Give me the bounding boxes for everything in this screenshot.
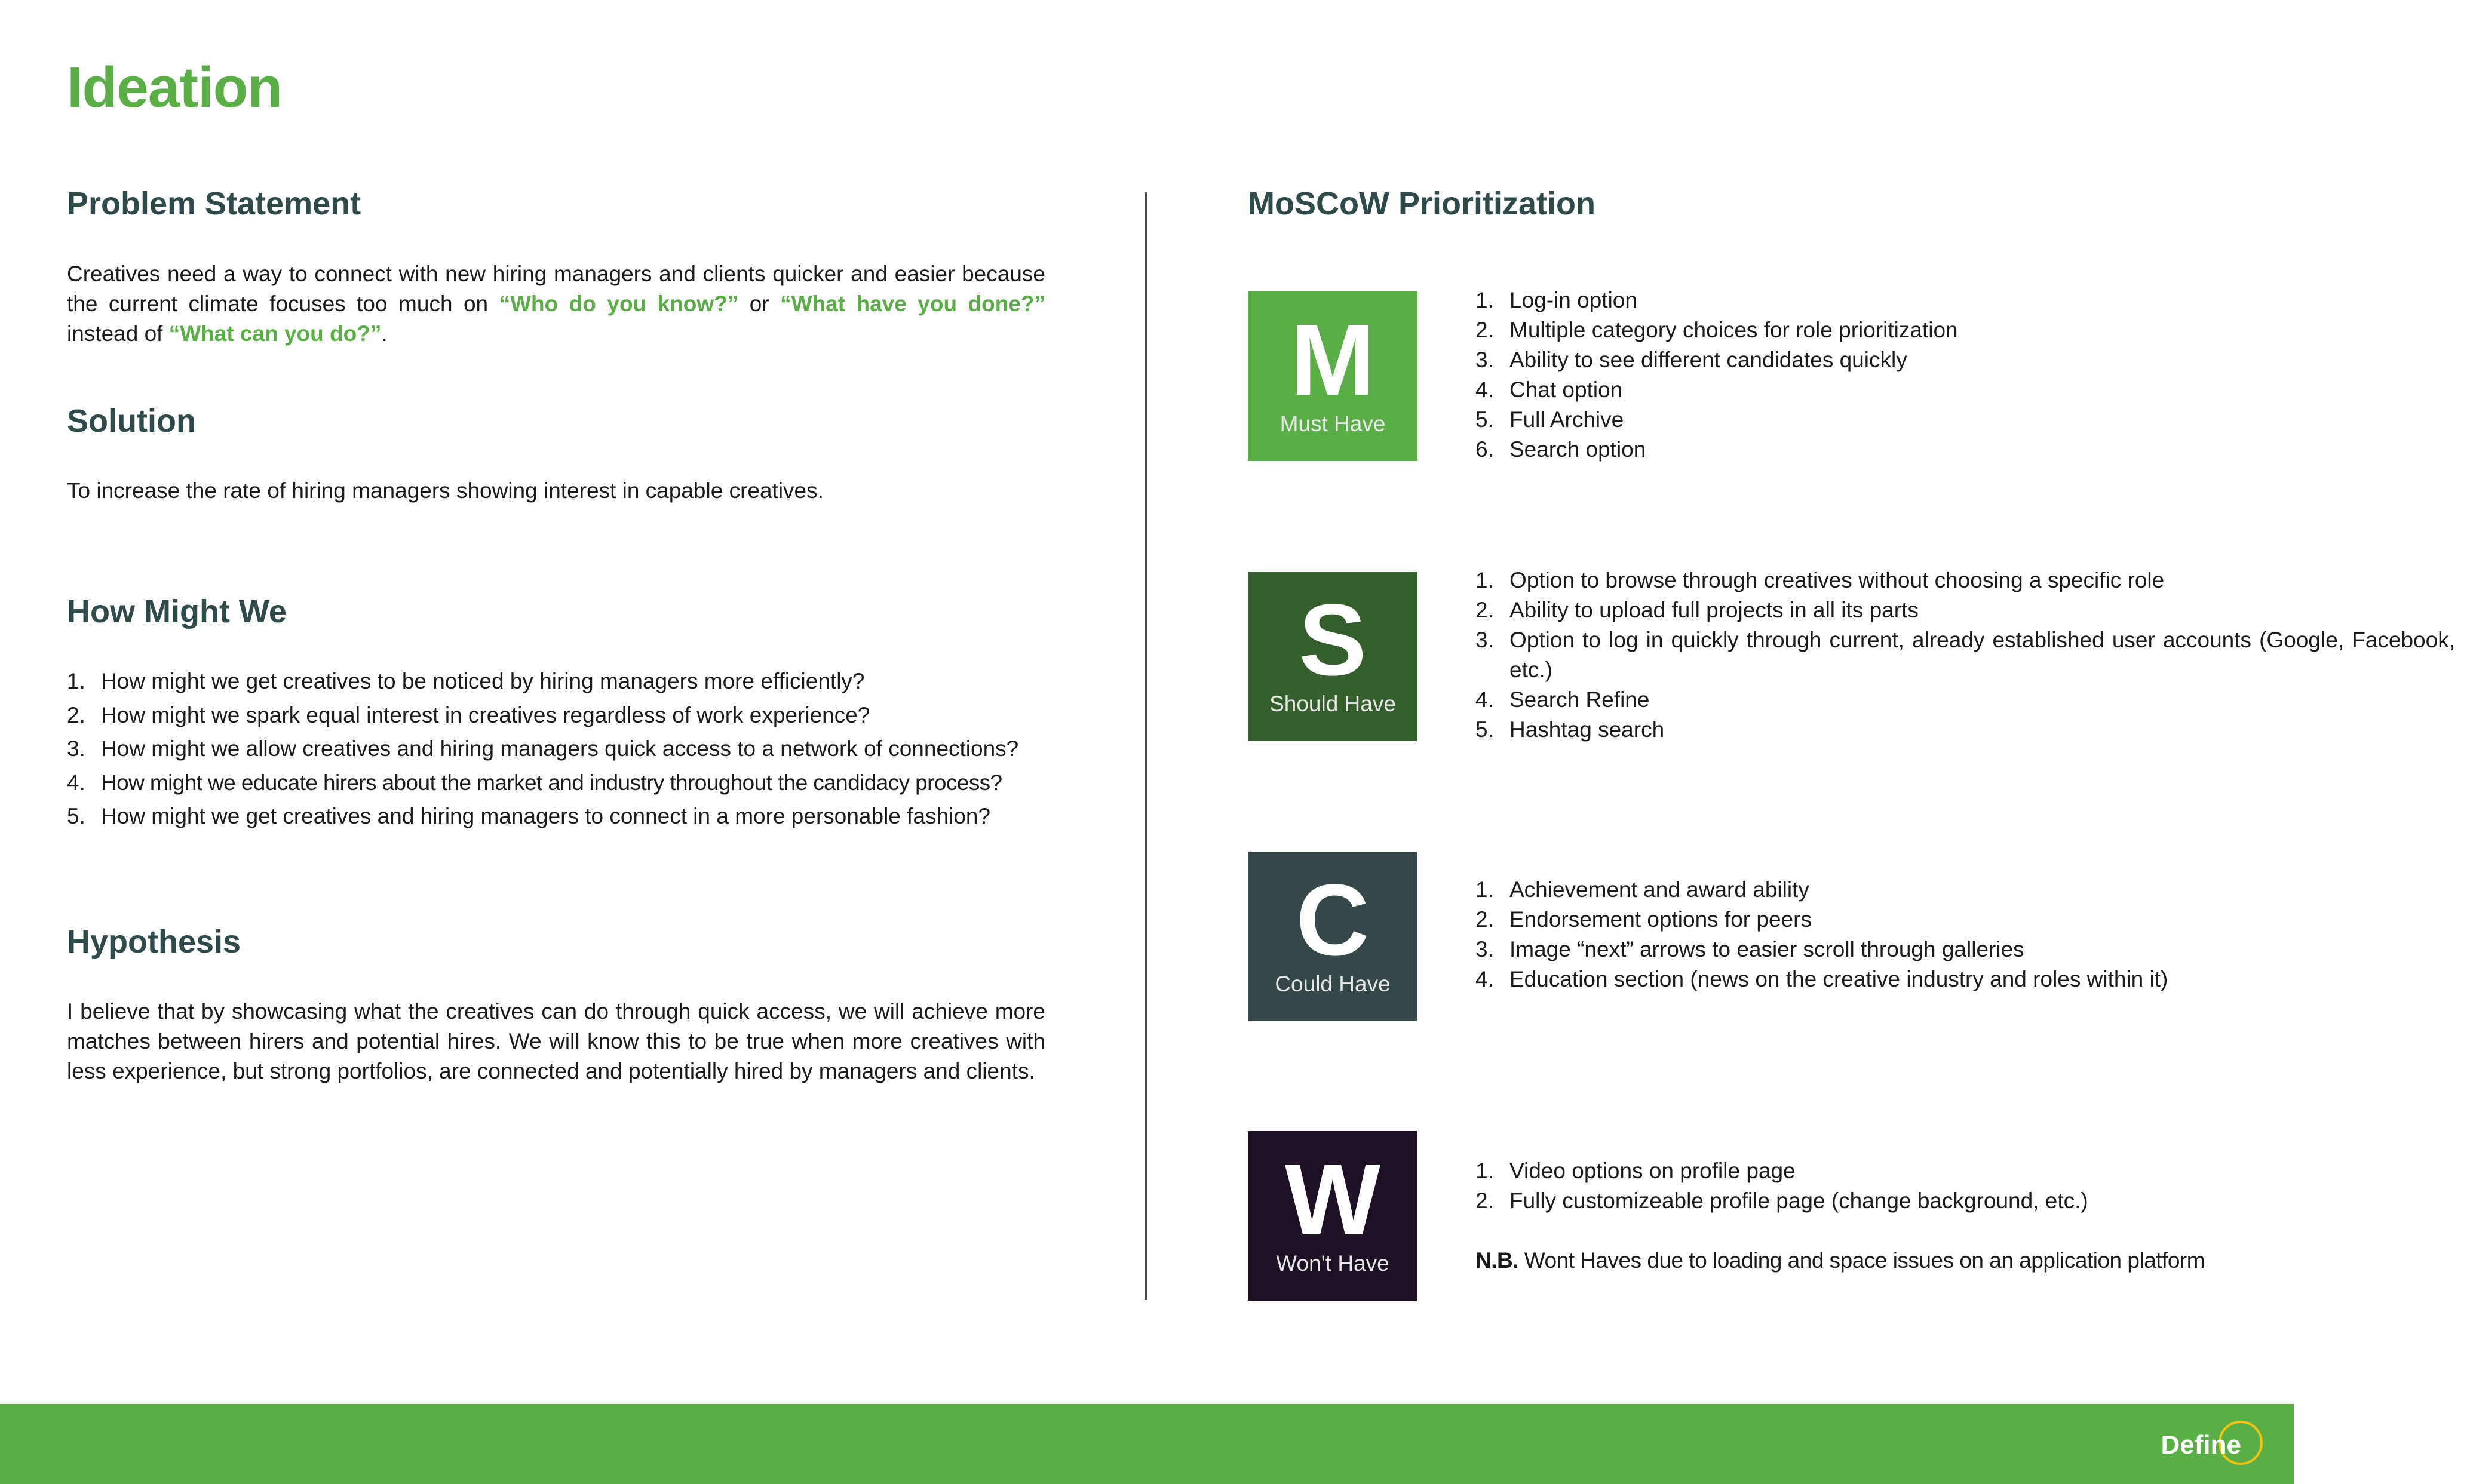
problem-text-2: or <box>738 291 781 316</box>
list-number: 2. <box>1475 318 1494 342</box>
column-divider <box>1145 192 1147 1300</box>
list-item <box>1475 375 2455 405</box>
wont-have-list <box>1475 1156 2455 1216</box>
list-text: Fully customizeable profile page (change background, etc.) <box>1509 1188 2088 1213</box>
must-have-tile <box>1248 291 1417 461</box>
list-number: 3. <box>1475 628 1494 652</box>
list-number: 4. <box>1475 967 1494 991</box>
list-text: Full Archive <box>1509 407 1624 432</box>
list-item <box>1475 435 2455 465</box>
problem-quote-what-can: “What can you do?” <box>168 321 382 346</box>
list-item <box>1475 935 2455 964</box>
hypothesis-heading: Hypothesis <box>67 924 241 960</box>
list-item <box>67 766 1053 800</box>
list-text: How might we allow creatives and hiring managers quick access to a network of connections? <box>101 736 1019 761</box>
list-item <box>1475 715 2455 745</box>
list-number: 1. <box>1475 877 1494 902</box>
should-have-tile <box>1248 572 1417 741</box>
list-number: 1. <box>1475 1159 1494 1183</box>
problem-statement-text <box>67 259 1045 349</box>
list-item <box>1475 685 2455 715</box>
list-item <box>1475 345 2455 375</box>
list-item <box>1475 566 2455 595</box>
should-have-label: Should Have <box>1269 692 1396 716</box>
list-text: Multiple category choices for role prioritization <box>1509 318 1958 342</box>
list-text: How might we get creatives and hiring managers to connect in a more personable fashion? <box>101 804 991 828</box>
solution-text: To increase the rate of hiring managers showing interest in capable creatives. <box>67 478 824 503</box>
list-number: 5. <box>1475 717 1494 742</box>
could-have-letter: C <box>1296 864 1370 977</box>
problem-text-1: Creatives need a way to connect with new hiring managers and clients quicker and easier because the current climate focuses too much on <box>67 262 1045 316</box>
wont-have-note <box>1475 1246 2467 1276</box>
moscow-heading: MoSCoW Prioritization <box>1248 186 1595 222</box>
list-number: 3. <box>67 736 85 761</box>
list-number: 1. <box>67 669 85 693</box>
list-number: 1. <box>1475 288 1494 312</box>
page-title: Ideation <box>67 56 283 119</box>
should-have-list <box>1475 566 2455 745</box>
list-item <box>1475 315 2455 345</box>
problem-quote-who: “Who do you know?” <box>499 291 739 316</box>
list-item <box>67 665 1053 699</box>
how-might-we-list <box>67 665 1053 834</box>
hypothesis-text: I believe that by showcasing what the creatives can do through quick access, we will achieve more matches between hirers and potential hires. We will know this to be true when more creatives with less experience, but strong portfolios, are connected and potentially hired by managers and clients. <box>67 999 1045 1083</box>
list-item <box>1475 905 2455 935</box>
list-item <box>1475 625 2455 685</box>
list-number: 5. <box>1475 407 1494 432</box>
list-item <box>1475 405 2455 435</box>
list-number: 6. <box>1475 437 1494 462</box>
list-text: Search option <box>1509 437 1646 462</box>
wont-have-letter: W <box>1284 1143 1381 1256</box>
list-item <box>1475 1156 2455 1186</box>
list-text: Ability to see different candidates quickly <box>1509 348 1907 372</box>
must-have-letter: M <box>1290 303 1375 417</box>
must-have-label: Must Have <box>1279 411 1386 436</box>
how-might-we-heading: How Might We <box>67 594 287 629</box>
list-number: 2. <box>1475 1188 1494 1213</box>
note-label: N.B. <box>1475 1248 1518 1273</box>
should-have-letter: S <box>1299 583 1367 697</box>
list-text: How might we educate hirers about the market and industry throughout the candidacy process? <box>101 770 1002 795</box>
list-number: 2. <box>1475 598 1494 622</box>
problem-quote-what-done: “What have you done?” <box>780 291 1045 316</box>
footer-brand-label: Define <box>2161 1430 2241 1460</box>
list-text: Search Refine <box>1509 687 1650 712</box>
could-have-label: Could Have <box>1275 972 1391 996</box>
problem-statement-heading: Problem Statement <box>67 186 361 222</box>
list-text: How might we spark equal interest in creatives regardless of work experience? <box>101 702 870 727</box>
list-text: How might we get creatives to be noticed by hiring managers more efficiently? <box>101 669 865 693</box>
list-number: 1. <box>1475 568 1494 592</box>
list-item <box>67 732 1053 766</box>
problem-text-3: instead of <box>67 321 169 346</box>
list-item <box>1475 964 2455 994</box>
must-have-list <box>1475 285 2455 465</box>
problem-text-4: . <box>381 321 388 346</box>
list-item <box>1475 595 2455 625</box>
wont-have-tile <box>1248 1131 1417 1301</box>
list-text: Option to log in quickly through current, already established user accounts (Google, Facebook, etc.) <box>1509 628 2455 682</box>
list-text: Video options on profile page <box>1509 1159 1796 1183</box>
solution-heading: Solution <box>67 403 196 439</box>
wont-have-label: Won't Have <box>1276 1251 1389 1276</box>
list-text: Endorsement options for peers <box>1509 907 1812 932</box>
list-number: 4. <box>1475 377 1494 402</box>
list-number: 3. <box>1475 348 1494 372</box>
list-text: Ability to upload full projects in all its parts <box>1509 598 1919 622</box>
list-text: Hashtag search <box>1509 717 1665 742</box>
list-item <box>67 699 1053 733</box>
list-text: Log-in option <box>1509 288 1637 312</box>
list-number: 2. <box>1475 907 1494 932</box>
list-number: 4. <box>1475 687 1494 712</box>
list-item <box>1475 875 2455 905</box>
list-number: 4. <box>67 770 85 795</box>
list-text: Option to browse through creatives without choosing a specific role <box>1509 568 2165 592</box>
list-text: Chat option <box>1509 377 1623 402</box>
list-item <box>1475 285 2455 315</box>
list-text: Achievement and award ability <box>1509 877 1809 902</box>
list-item <box>1475 1186 2455 1216</box>
footer-bar <box>0 1404 2294 1484</box>
list-number: 2. <box>67 702 85 727</box>
list-number: 3. <box>1475 937 1494 961</box>
list-number: 5. <box>67 804 85 828</box>
list-text: Education section (news on the creative industry and roles within it) <box>1509 967 2168 991</box>
list-item <box>67 800 1053 834</box>
could-have-list <box>1475 875 2455 994</box>
could-have-tile <box>1248 852 1417 1021</box>
list-text: Image “next” arrows to easier scroll through galleries <box>1509 937 2024 961</box>
note-text: Wont Haves due to loading and space issues on an application platform <box>1518 1248 2205 1273</box>
